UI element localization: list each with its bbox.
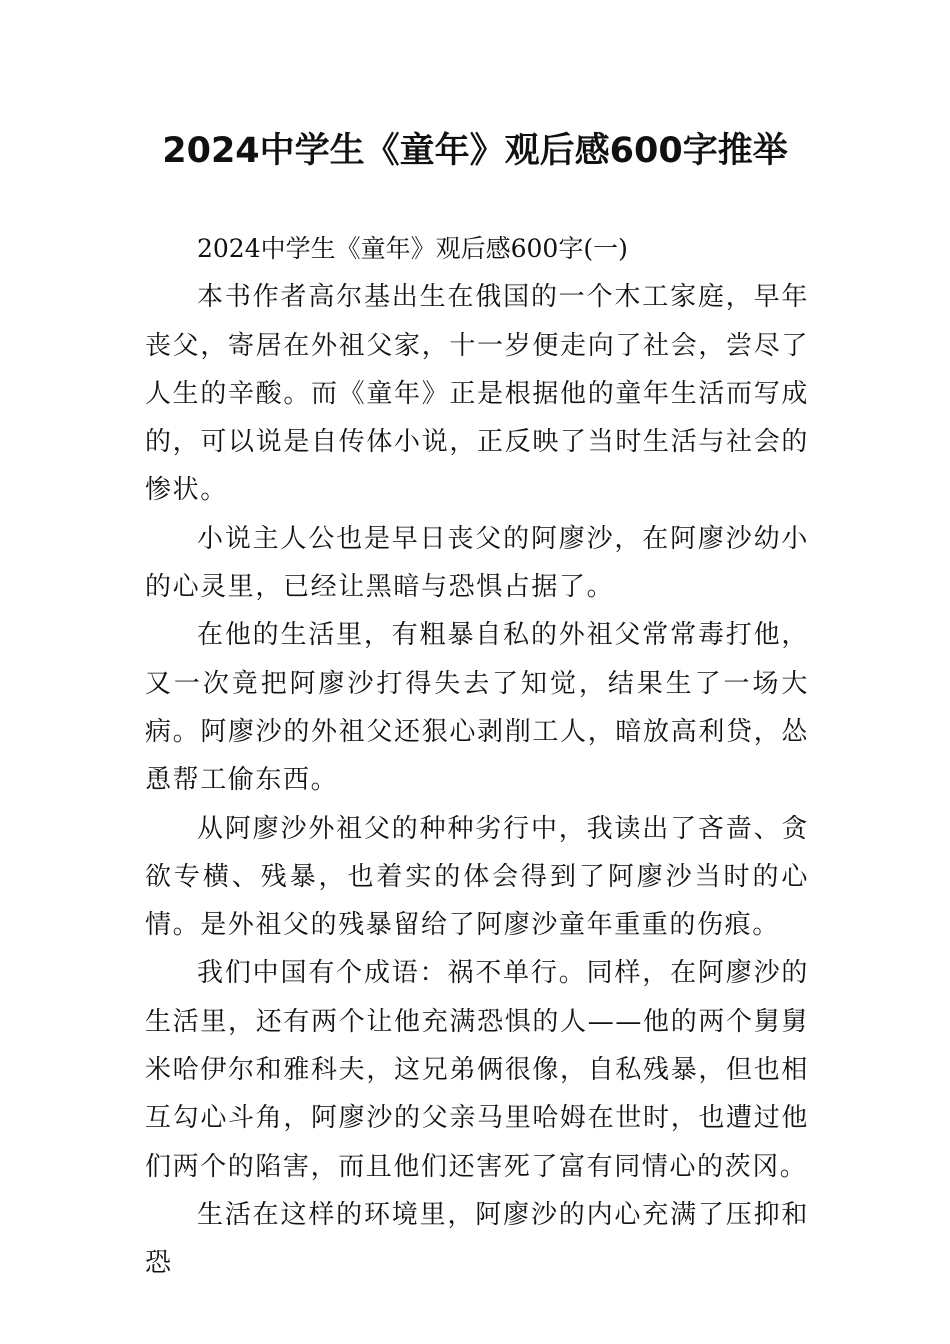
paragraph: 从阿廖沙外祖父的种种劣行中，我读出了吝啬、贪欲专横、残暴，也着实的体会得到了阿廖沙当时的心情。是外祖父的残暴留给了阿廖沙童年重重的伤痕。 bbox=[145, 813, 809, 941]
paragraph: 在他的生活里，有粗暴自私的外祖父常常毒打他，又一次竟把阿廖沙打得失去了知觉，结果生了一场大病。阿廖沙的外祖父还狠心剥削工人，暗放高利贷，怂恿帮工偷东西。 bbox=[145, 620, 809, 796]
document-body bbox=[145, 225, 809, 1288]
paragraph: 小说主人公也是早日丧父的阿廖沙，在阿廖沙幼小的心灵里，已经让黑暗与恐惧占据了。 bbox=[145, 523, 809, 603]
document-title: 2024中学生《童年》观后感600字推举 bbox=[162, 131, 788, 171]
paragraph: 生活在这样的环境里，阿廖沙的内心充满了压抑和恐 bbox=[145, 1199, 809, 1279]
paragraph: 我们中国有个成语：祸不单行。同样，在阿廖沙的生活里，还有两个让他充满恐惧的人——他的两个舅舅米哈伊尔和雅科夫，这兄弟俩很像，自私残暴，但也相互勾心斗角，阿廖沙的父亲马里哈姆在世时，也遭过他们两个的陷害，而且他们还害死了富有同情心的茨冈。 bbox=[145, 958, 809, 1182]
paragraph: 本书作者高尔基出生在俄国的一个木工家庭，早年丧父，寄居在外祖父家，十一岁便走向了社会，尝尽了人生的辛酸。而《童年》正是根据他的童年生活而写成的，可以说是自传体小说，正反映了当时生活与社会的惨状。 bbox=[145, 282, 809, 506]
section-heading: 2024中学生《童年》观后感600字(一) bbox=[197, 234, 628, 263]
